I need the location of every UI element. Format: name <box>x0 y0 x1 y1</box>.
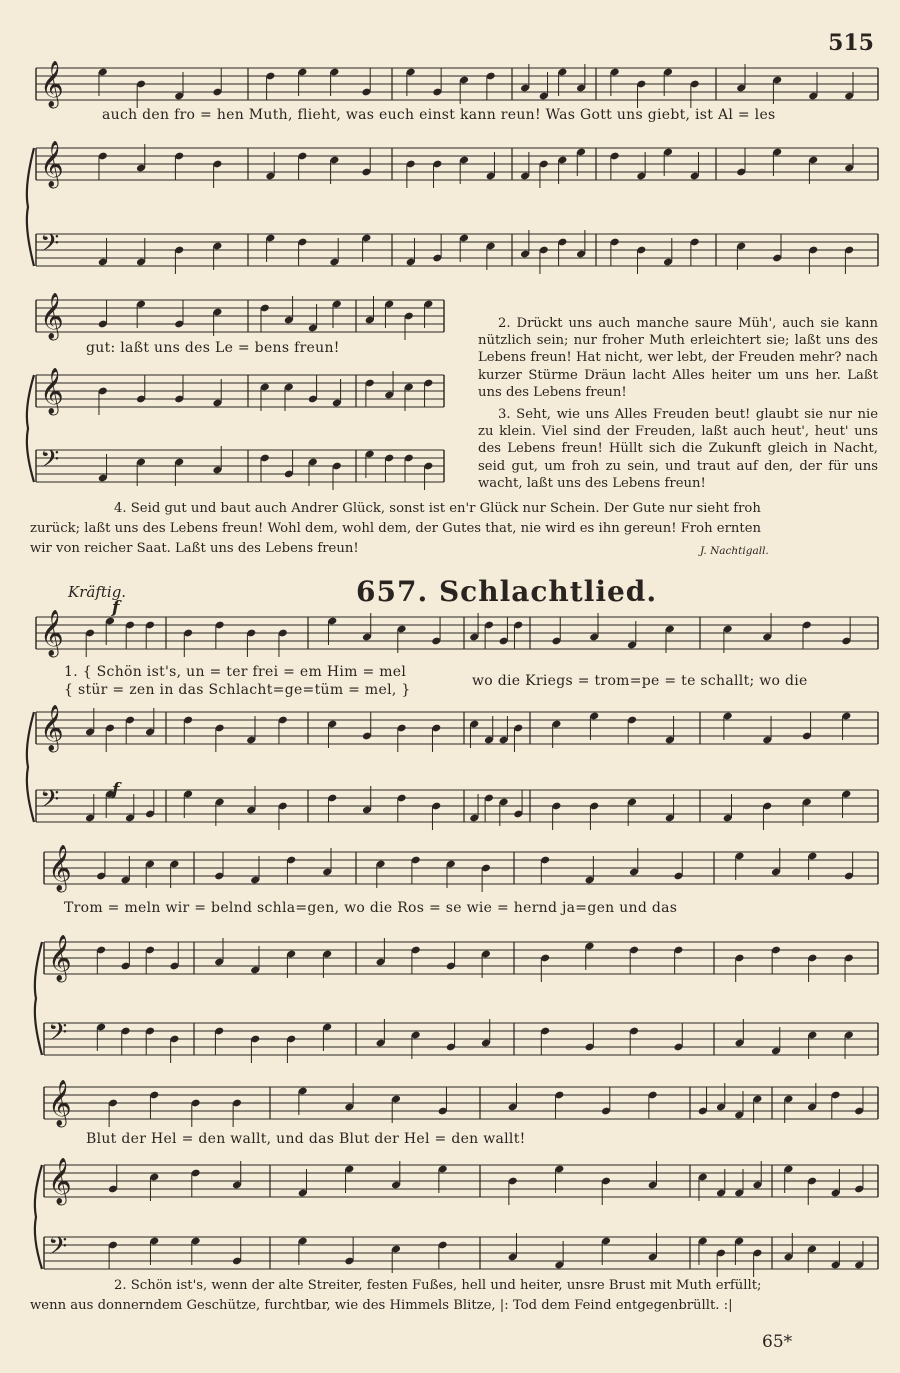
page-number: 515 <box>828 30 874 56</box>
dynamic-marking: f <box>112 780 120 800</box>
bass-clef: 𝄢 <box>48 1232 68 1267</box>
system-brace <box>27 712 34 822</box>
verse-2: 2. Drückt uns auch manche saure Müh', auch sie kann nützlich sein; nur froher Muth erleichtert sie; laßt uns des Lebens freun! Hat nicht, wer lebt, der Freuden mehr? nach kurzer Stürme Dräun lacht Alles heiter um uns her. Laßt uns des Lebens freun! <box>478 316 878 400</box>
treble-clef: 𝄞 <box>40 610 64 656</box>
song-title <box>356 575 657 608</box>
song-number: 657. <box>356 575 429 608</box>
lyrics-line: gut: laßt uns des Le = bens freun! <box>86 340 340 356</box>
system-brace <box>27 148 34 266</box>
song-name: Schlachtlied. <box>438 575 658 608</box>
lyrics-line: wo die Kriegs = trom=pe = te schallt; wo die <box>472 673 808 689</box>
treble-clef: 𝄞 <box>40 293 64 339</box>
verse-4-line: zurück; laßt uns des Lebens freun! Wohl dem, wohl dem, der Gutes that, nie wird es ihn gereun! Froh ernten <box>30 521 762 536</box>
bass-clef: 𝄢 <box>40 445 60 480</box>
bass-clef: 𝄢 <box>48 1018 68 1053</box>
author: J. Nachtigall. <box>700 545 769 557</box>
verse-4-line: 4. Seid gut und baut auch Andrer Glück, sonst ist en'r Glück nur Schein. Der Gute nur sieht froh <box>114 501 761 516</box>
verse-block <box>478 315 878 497</box>
lyrics-line: auch den fro = hen Muth, flieht, was euch einst kann reun! Was Gott uns giebt, ist Al = les <box>102 107 776 123</box>
dynamic-marking: f <box>112 598 120 618</box>
verse-2-line: 2. Schön ist's, wenn der alte Streiter, festen Fußes, hell und heiter, unsre Brust mit Muth erfüllt; <box>114 1278 762 1293</box>
treble-clef: 𝄞 <box>48 935 72 981</box>
system-brace <box>35 1165 42 1269</box>
treble-clef: 𝄞 <box>40 705 64 751</box>
lyrics-line: Blut der Hel = den wallt, und das Blut der Hel = den wallt! <box>86 1131 526 1147</box>
bass-clef: 𝄢 <box>40 229 60 264</box>
treble-clef: 𝄞 <box>40 368 64 414</box>
signature-mark: 65* <box>762 1332 793 1352</box>
treble-clef: 𝄞 <box>40 141 64 187</box>
lyrics-line: { stür = zen in das Schlacht=ge=tüm = mel, } <box>64 682 411 698</box>
system-brace <box>27 375 34 482</box>
verse-3: 3. Seht, wie uns Alles Freuden beut! glaubt sie nur nie zu klein. Viel sind der Freuden, laßt auch heut', heut' uns des Lebens freun! Hüllt sich die Zukunft gleich in Nacht, seid gut, um froh zu sein, und traut auf den, der für uns wacht, laßt uns des Lebens freun! <box>478 407 878 491</box>
verse-4-line: wir von reicher Saat. Laßt uns des Lebens freun! <box>30 541 359 556</box>
system-brace <box>35 942 42 1055</box>
tempo-marking: Kräftig. <box>68 583 127 601</box>
verse-2-line: wenn aus donnerndem Geschütze, furchtbar, wie des Himmels Blitze, |: Tod dem Feind entgegenbrüllt. :| <box>30 1298 733 1313</box>
treble-clef: 𝄞 <box>40 61 64 107</box>
lyrics-line: 1. { Schön ist's, un = ter frei = em Him = mel <box>64 664 407 680</box>
treble-clef: 𝄞 <box>48 845 72 891</box>
bass-clef: 𝄢 <box>40 785 60 820</box>
treble-clef: 𝄞 <box>48 1158 72 1204</box>
lyrics-line: Trom = meln wir = belnd schla=gen, wo die Ros = se wie = hernd ja=gen und das <box>64 900 678 916</box>
treble-clef: 𝄞 <box>48 1080 72 1126</box>
